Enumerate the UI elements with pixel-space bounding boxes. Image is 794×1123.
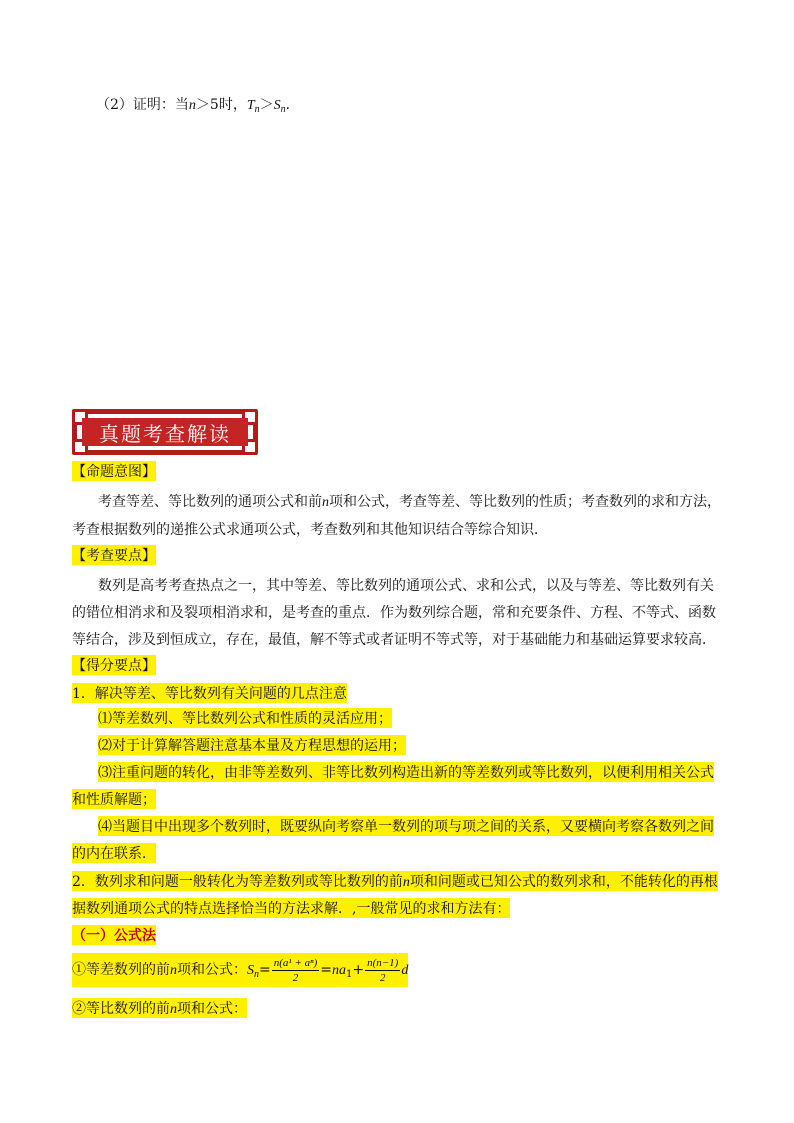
intent-line-2: 考查根据数列的递推公式求通项公式，考查数列和其他知识结合等综合知识． — [72, 522, 548, 538]
method1-heading: （一）公式法 — [72, 925, 156, 945]
section-banner — [72, 409, 258, 455]
item1-point-3-line-2: 和性质解题； — [72, 789, 156, 809]
item1-point-4-line-1: ⑷当题目中出现多个数列时，既要纵向考察单一数列的项与项之间的关系，又要横向考察各数列之间 — [98, 816, 714, 836]
proof-item-2: （2）证明：当n＞5时，$T_n>S_n$． — [96, 97, 300, 115]
points-line-2: 的错位相消求和及裂项相消求和，是考查的重点．作为数列综合题，常和充要条件、方程、不等式、函数 — [72, 605, 716, 621]
score-heading: 【得分要点】 — [72, 655, 156, 675]
item2-line-1: 2．数列求和问题一般转化为等差数列或等比数列的前n项和问题或已知公式的数列求和，不能转化的再根 — [72, 871, 718, 891]
points-line-3: 等结合，涉及到恒成立，存在，最值，解不等式或者证明不等式等，对于基础能力和基础运算要求较高． — [72, 632, 716, 648]
formula-arithmetic-sum: ①等差数列的前n项和公式：$S_n=$ $\frac{\text{n(a¹ + aⁿ)}}{2}$ $=na_1+$ $\frac{n(n-1)}{2}$ d — [72, 953, 408, 987]
points-heading: 【考查要点】 — [72, 545, 156, 565]
item1-title: 1．解决等差、等比数列有关问题的几点注意 — [72, 683, 347, 703]
banner-title: 真题考查解读 — [99, 421, 231, 446]
banner-title-box — [82, 418, 248, 446]
points-line-1: 数列是高考考查热点之一，其中等差、等比数列的通项公式、求和公式，以及与等差、等比数列有关 — [98, 578, 714, 594]
fraction-2: $\frac{n(n-1)}{2}$ — [367, 956, 399, 984]
item2-line-2: 据数列通项公式的特点选择恰当的方法求解．,一般常见的求和方法有： — [72, 898, 510, 918]
intent-line-1: 考查等差、等比数列的通项公式和前n项和公式，考查等差、等比数列的性质；考查数列的求和方法， — [98, 494, 721, 510]
item1-point-2: ⑵对于计算解答题注意基本量及方程思想的运用； — [98, 735, 406, 755]
fraction-1: $\frac{\text{n(a¹ + aⁿ)}}{2}$ — [273, 956, 318, 984]
intent-heading: 【命题意图】 — [72, 461, 156, 481]
formula-geometric-sum: ②等比数列的前n项和公式： — [72, 998, 247, 1018]
item1-point-4-line-2: 的内在联系． — [72, 843, 156, 863]
item1-point-3-line-1: ⑶注重问题的转化，由非等差数列、非等比数列构造出新的等差数列或等比数列，以便利用相关公式 — [98, 762, 714, 782]
item1-point-1: ⑴等差数列、等比数列公式和性质的灵活应用； — [98, 708, 392, 728]
